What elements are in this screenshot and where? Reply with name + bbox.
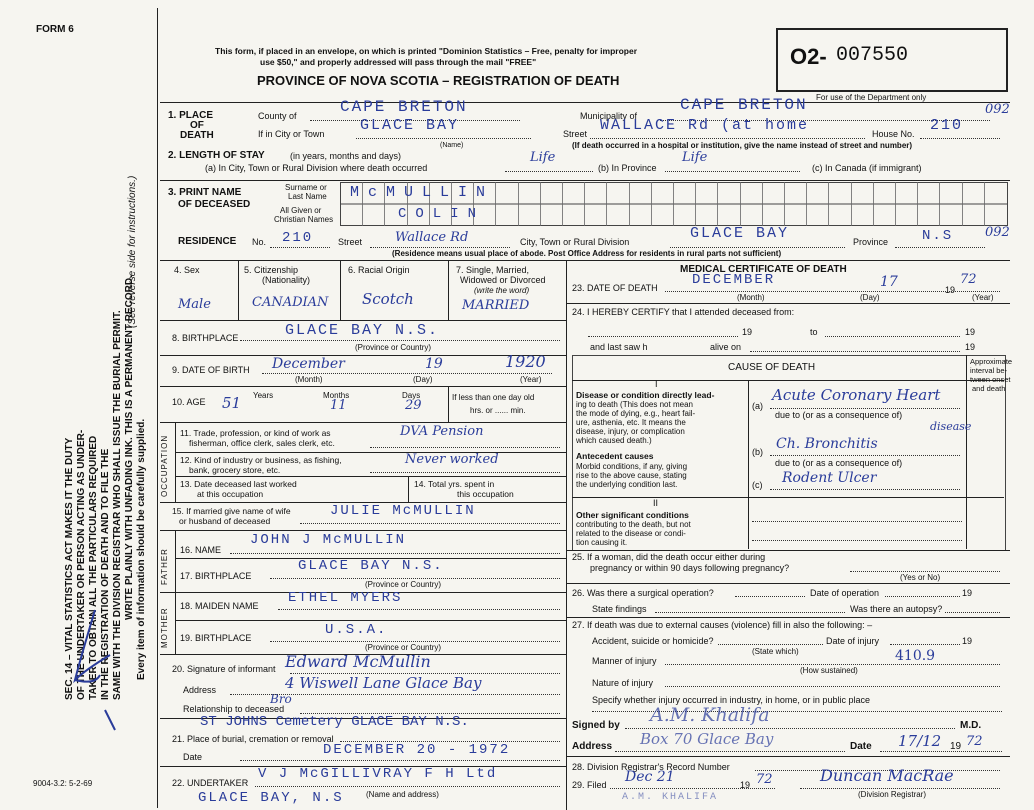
informant-address-extra: Bro xyxy=(270,692,292,706)
county-value: CAPE BRETON xyxy=(340,98,468,116)
other-line-2 xyxy=(752,540,962,541)
form-title: PROVINCE OF NOVA SCOTIA – REGISTRATION OF DEATH xyxy=(257,73,620,88)
marital-value: MARRIED xyxy=(462,298,530,313)
county-code: 092 xyxy=(985,102,1010,117)
given-label-1: All Given or xyxy=(280,206,322,215)
part-1-label: I xyxy=(655,379,658,389)
father-birthplace-label: 17. BIRTHPLACE xyxy=(180,571,252,581)
burial-place-value: ST JOHNS Cemetery GLACE BAY N.S. xyxy=(200,714,469,730)
undertaker-value: V J McGILLIVRAY F H Ltd xyxy=(258,766,498,782)
surname-label-2: Last Name xyxy=(288,192,327,201)
divider xyxy=(175,422,176,502)
house-label: House No. xyxy=(872,129,915,139)
q29-year-prefix: 19 xyxy=(740,780,751,790)
direct-label-6: which caused death.) xyxy=(576,436,652,445)
cause-b-line xyxy=(770,455,960,456)
supplied-note: Every item of information should be carefully supplied. xyxy=(136,418,147,680)
divider xyxy=(748,380,749,549)
direct-label-2: ing to death (This does not mean xyxy=(576,400,693,409)
cause-a-line xyxy=(770,408,960,409)
informant-address-line xyxy=(230,694,560,695)
racial-value: Scotch xyxy=(362,290,414,308)
divider xyxy=(160,530,566,531)
q27-label: 27. If death was due to external causes (violence) fill in also the following: – xyxy=(572,620,873,630)
residence-note: (Residence means usual place of abode. Post Office Address for residents in rural parts not sufficient) xyxy=(392,249,782,258)
house-line xyxy=(920,138,1000,139)
divider xyxy=(966,355,967,549)
q12-label-2: bank, grocery store, etc. xyxy=(189,465,281,475)
death-date-line xyxy=(665,291,1000,292)
place-label: 1. PLACE xyxy=(168,110,214,121)
residence-street-label: Street xyxy=(338,237,363,247)
cause-c-line xyxy=(770,489,960,490)
informant-label: 20. Signature of informant xyxy=(172,664,276,674)
last-saw-label: and last saw h xyxy=(590,342,648,352)
mother-side-label: MOTHER xyxy=(160,607,169,648)
q15-label-1: 15. If married give name of wife xyxy=(172,506,291,516)
divider xyxy=(566,756,1010,757)
residence-no-line xyxy=(270,247,330,248)
interval-label-3: tween onset xyxy=(970,375,1011,384)
phys-year: 72 xyxy=(966,734,983,749)
signed-by-line xyxy=(625,728,955,729)
house-value: 210 xyxy=(930,117,964,134)
date-injury-line xyxy=(890,644,960,645)
divider xyxy=(160,260,1010,261)
cause-title: CAUSE OF DEATH xyxy=(728,362,816,373)
burial-date-line xyxy=(240,760,560,761)
signed-by-label: Signed by xyxy=(572,720,620,731)
surname-value: McMULLIN xyxy=(350,184,495,201)
residence-city-value: GLACE BAY xyxy=(690,225,790,242)
residence-city-label: City, Town or Rural Division xyxy=(520,237,630,247)
stay-b-line xyxy=(665,171,800,172)
age-days-label: Days xyxy=(402,391,421,400)
signer-print: A.M. KHALIFA xyxy=(622,792,719,803)
divider xyxy=(566,303,1010,304)
q14-label-2: this occupation xyxy=(457,489,514,499)
side-instruction-6: WRITE PLAINLY WITH UNFADING INK. THIS IS A PERMANENT RECORD. xyxy=(124,275,135,620)
nature-label: Nature of injury xyxy=(592,678,654,688)
dob-day: 19 xyxy=(425,356,443,372)
cause-a-label: (a) xyxy=(752,401,763,411)
citizenship-label-1: 5. Citizenship xyxy=(244,265,299,275)
antecedent-label-3: rise to the above cause, stating xyxy=(576,471,687,480)
q13-label-1: 13. Date deceased last worked xyxy=(180,479,297,489)
interval-label-1: Approximate xyxy=(970,357,1013,366)
side-instruction-3: TAKER TO OBTAIN ALL THE PARTICULARS REQUIRED xyxy=(88,435,99,700)
state-findings-label: State findings xyxy=(592,604,647,614)
sex-value: Male xyxy=(178,297,211,312)
registrar-signature: Duncan MacRae xyxy=(820,766,954,785)
specify-label: Specify whether injury occurred in industry, in home, or in public place xyxy=(592,695,870,705)
q15-line xyxy=(300,523,560,524)
name-label-2: OF DECEASED xyxy=(178,199,251,210)
antecedent-label-4: the underlying condition last. xyxy=(576,480,678,489)
relationship-label: Relationship to deceased xyxy=(183,704,285,714)
other-label-1: Other significant conditions xyxy=(576,510,689,520)
divider xyxy=(160,386,566,387)
informant-signature: Edward McMullin xyxy=(285,652,431,671)
residence-city-line xyxy=(670,247,845,248)
death-year-label: (Year) xyxy=(972,293,994,302)
age-years-value: 51 xyxy=(222,394,242,412)
divider xyxy=(566,583,1010,584)
alive-on-label: alive on xyxy=(710,342,742,352)
stay-a-line xyxy=(505,171,593,172)
q29-line xyxy=(610,788,775,789)
certify-to-19: 19 xyxy=(965,327,976,337)
certify-label: 24. I HEREBY CERTIFY that I attended deceased from: xyxy=(572,307,795,317)
nature-line xyxy=(665,686,1000,687)
cause-b-label: (b) xyxy=(752,447,763,457)
side-instruction-5: SAME WITH THE DIVISION REGISTRAR WHO SHALL ISSUE THE BURIAL PERMIT. xyxy=(112,310,123,700)
burial-date-label: Date xyxy=(183,752,203,762)
phys-date-value: 17/12 xyxy=(898,732,942,750)
death-month: DECEMBER xyxy=(692,272,776,288)
q25-line xyxy=(850,571,1000,572)
autopsy-label: Was there an autopsy? xyxy=(850,604,943,614)
father-province-label: (Province or Country) xyxy=(365,580,442,589)
dob-year-label: (Year) xyxy=(520,375,542,384)
manner-line xyxy=(665,664,1000,665)
q11-label-1: 11. Trade, profession, or kind of work as xyxy=(180,428,331,438)
q25-label-1: 25. If a woman, did the death occur either during xyxy=(572,552,766,562)
dob-year: 1920 xyxy=(505,352,546,371)
divider xyxy=(566,550,1010,551)
undertaker-label: 22. UNDERTAKER xyxy=(172,778,249,788)
divider xyxy=(175,530,176,592)
residence-label: RESIDENCE xyxy=(178,236,237,247)
phys-date-label: Date xyxy=(850,741,872,752)
municipality-label: Municipality of xyxy=(580,111,638,121)
age-days-value: 29 xyxy=(405,398,422,413)
due-to-2: due to (or as a consequence of) xyxy=(775,458,903,468)
certify-from-19: 19 xyxy=(742,327,753,337)
death-day: 17 xyxy=(880,274,898,290)
residence-no-value: 210 xyxy=(282,230,314,246)
age-months-value: 11 xyxy=(330,398,347,413)
mother-maiden-value: ETHEL MYERS xyxy=(288,590,403,606)
stay-a-value: Life xyxy=(530,150,556,165)
medical-title: MEDICAL CERTIFICATE OF DEATH xyxy=(680,264,847,275)
racial-label: 6. Racial Origin xyxy=(348,265,410,275)
header-note-2: use $50," and properly addressed will pass through the mail "FREE" xyxy=(260,57,537,67)
dob-line xyxy=(262,373,552,374)
cause-a-value: Acute Coronary Heart xyxy=(772,386,941,404)
divider xyxy=(175,620,566,621)
phys-year-prefix: 19 xyxy=(950,741,962,752)
citizenship-label-2: (Nationality) xyxy=(262,275,311,285)
registration-number-box xyxy=(776,28,1008,92)
city-name-label: (Name) xyxy=(440,142,464,149)
divider xyxy=(448,260,449,320)
divider xyxy=(238,260,239,320)
stay-label: 2. LENGTH OF STAY xyxy=(168,150,265,161)
birthplace-line xyxy=(240,340,560,341)
state-which-label: (State which) xyxy=(752,647,799,656)
q11-value: DVA Pension xyxy=(400,424,484,439)
alive-on-line xyxy=(750,351,960,352)
informant-address-label: Address xyxy=(183,685,217,695)
municipality-value: CAPE BRETON xyxy=(680,96,808,114)
residence-street-line xyxy=(370,247,510,248)
sex-label: 4. Sex xyxy=(174,265,200,275)
other-label-4: tion causing it. xyxy=(576,538,628,547)
given-value: COLIN xyxy=(398,206,486,222)
op-19: 19 xyxy=(962,588,973,598)
surname-label-1: Surname or xyxy=(285,183,327,192)
q12-label-1: 12. Kind of industry or business, as fishing, xyxy=(180,455,342,465)
dept-use-label: For use of the Department only xyxy=(816,93,927,102)
place-of-label: OF xyxy=(190,120,204,131)
dob-month-label: (Month) xyxy=(295,375,323,384)
physician-signature: A.M. Khalifa xyxy=(650,704,770,726)
dob-day-label: (Day) xyxy=(413,375,433,384)
left-border xyxy=(157,8,158,808)
mother-birthplace-value: U.S.A. xyxy=(325,622,388,638)
form-label: FORM 6 xyxy=(36,24,74,35)
city-label: If in City or Town xyxy=(258,129,325,139)
birthplace-province-label: (Province or Country) xyxy=(355,343,432,352)
father-name-line xyxy=(230,553,560,554)
dob-label: 9. DATE OF BIRTH xyxy=(172,365,250,375)
q25-yesno: (Yes or No) xyxy=(900,573,941,582)
q15-label-2: or husband of deceased xyxy=(179,516,271,526)
name-label-1: 3. PRINT NAME xyxy=(168,187,242,198)
divider xyxy=(175,476,566,477)
date-operation-label: Date of operation xyxy=(810,588,880,598)
father-side-label: FATHER xyxy=(160,548,169,585)
autopsy-line xyxy=(945,612,1000,613)
residence-no-label: No. xyxy=(252,237,267,247)
due-to-1: due to (or as a consequence of) xyxy=(775,410,903,420)
residence-province-label: Province xyxy=(853,237,889,247)
stay-c-label: (c) In Canada (if immigrant) xyxy=(812,163,922,173)
street-line xyxy=(590,138,865,139)
lessday-label-1: If less than one day old xyxy=(452,393,535,402)
q28-label: 28. Division Registrar's Record Number xyxy=(572,762,730,772)
certify-to-line xyxy=(825,336,960,337)
q26-line xyxy=(735,596,805,597)
divider xyxy=(340,260,341,320)
middle-divider xyxy=(566,260,567,810)
death-month-label: (Month) xyxy=(737,293,765,302)
stay-b-label: (b) In Province xyxy=(598,163,657,173)
alive-on-19: 19 xyxy=(965,342,976,352)
certify-to: to xyxy=(810,327,818,337)
side-instruction-1: SEC. 14 – VITAL STATISTICS ACT MAKES IT THE DUTY xyxy=(64,437,75,700)
margin-checkmark xyxy=(55,600,135,740)
divider xyxy=(160,422,566,423)
father-birthplace-value: GLACE BAY N.S. xyxy=(298,558,444,574)
age-label: 10. AGE xyxy=(172,397,206,407)
father-birthplace-line xyxy=(270,578,560,579)
hospital-note: (If death occurred in a hospital or institution, give the name instead of street and number) xyxy=(572,141,913,150)
md-label: M.D. xyxy=(960,720,982,731)
death-year-prefix: 19 xyxy=(945,285,956,295)
residence-province-value: N.S xyxy=(922,228,954,244)
undertaker-line xyxy=(255,786,560,787)
other-label-2: contributing to the death, but not xyxy=(576,520,691,529)
antecedent-label-2: Morbid conditions, if any, giving xyxy=(576,462,688,471)
q25-label-2: pregnancy or within 90 days following pregnancy? xyxy=(590,563,790,573)
cause-b-value: Ch. Bronchitis xyxy=(776,436,878,452)
other-line-1 xyxy=(752,521,962,522)
divider xyxy=(566,617,1010,618)
death-date-label: 23. DATE OF DEATH xyxy=(572,283,658,293)
stay-a-label: (a) In City, Town or Rural Division where death occurred xyxy=(205,163,428,173)
dob-month: December xyxy=(272,356,345,372)
death-year: 72 xyxy=(960,272,977,287)
certify-from-line xyxy=(588,336,738,337)
direct-label-5: disease, injury, or complication xyxy=(576,427,685,436)
place-death-label: DEATH xyxy=(180,130,214,141)
q12-line xyxy=(370,472,560,473)
side-instruction-2: OF THE UNDERTAKER OR PERSON ACTING AS UNDER- xyxy=(76,429,87,700)
reg-number: 007550 xyxy=(836,44,909,67)
informant-address-value: 4 Wiswell Lane Glace Bay xyxy=(285,674,482,692)
footer-code: 9004-3.2: 5-2-69 xyxy=(33,779,93,788)
birthplace-value: GLACE BAY N.S. xyxy=(285,322,440,339)
street-label: Street xyxy=(563,129,588,139)
county-label: County of xyxy=(258,111,297,121)
divider xyxy=(448,386,449,422)
interval-label-4: and death xyxy=(972,384,1006,393)
divider xyxy=(572,380,1004,381)
direct-label-3: the mode of dying, e.g., heart fail- xyxy=(576,409,696,418)
phys-date-line xyxy=(880,751,1002,752)
age-years-label: Years xyxy=(253,391,274,400)
marital-label-1: 7. Single, Married, xyxy=(456,265,530,275)
cause-c-value: Rodent Ulcer xyxy=(782,470,877,486)
antecedent-label-1: Antecedent causes xyxy=(576,451,654,461)
q11-line xyxy=(370,447,560,448)
q13-label-2: at this occupation xyxy=(197,489,264,499)
q26-label: 26. Was there a surgical operation? xyxy=(572,588,714,598)
residence-code: 092 xyxy=(985,225,1010,240)
stay-b-value: Life xyxy=(682,150,708,165)
state-findings-line xyxy=(655,612,845,613)
phys-address-line xyxy=(615,751,845,752)
mother-maiden-line xyxy=(278,609,560,610)
city-value: GLACE BAY xyxy=(360,117,460,134)
direct-label-1: Disease or condition directly lead- xyxy=(576,390,715,400)
divider xyxy=(175,452,566,453)
divider xyxy=(160,102,1010,103)
age-months-label: Months xyxy=(323,391,350,400)
street-value: WALLACE Rd (at home xyxy=(600,117,810,134)
q14-label-1: 14. Total yrs. spent in xyxy=(414,479,495,489)
phys-address-value: Box 70 Glace Bay xyxy=(640,730,774,748)
divider xyxy=(160,320,566,321)
direct-label-4: ure, asthenia, etc. It means the xyxy=(576,418,686,427)
occupation-side-label: OCCUPATION xyxy=(160,434,169,497)
date-operation-line xyxy=(885,596,960,597)
divider xyxy=(160,180,1010,181)
birthplace-label: 8. BIRTHPLACE xyxy=(172,333,239,343)
citizenship-value: CANADIAN xyxy=(252,295,329,310)
inj-19: 19 xyxy=(962,636,973,646)
interval-label-2: interval be- xyxy=(970,366,1008,375)
residence-street-value: Wallace Rd xyxy=(395,230,469,245)
divider xyxy=(175,592,176,654)
father-name-value: JOHN J McMULLIN xyxy=(250,532,407,548)
burial-date-value: DECEMBER 20 - 1972 xyxy=(323,742,511,758)
accident-line xyxy=(718,644,823,645)
q29-label: 29. Filed xyxy=(572,780,607,790)
marital-label-3: (write the word) xyxy=(474,286,530,295)
other-label-3: related to the disease or condi- xyxy=(576,529,686,538)
header-note-1: This form, if placed in an envelope, on which is printed "Dominion Statistics – Free, penalty for improper xyxy=(215,46,638,56)
date-injury-label: Date of injury xyxy=(826,636,880,646)
phys-address-label: Address xyxy=(572,741,613,752)
q29-value: Dec 21 xyxy=(625,769,675,785)
divider xyxy=(572,497,1004,498)
given-label-2: Christian Names xyxy=(274,215,334,224)
mother-birthplace-label: 19. BIRTHPLACE xyxy=(180,633,252,643)
death-day-label: (Day) xyxy=(860,293,880,302)
how-sustained-label: (How sustained) xyxy=(800,666,858,675)
mother-maiden-label: 18. MAIDEN NAME xyxy=(180,601,259,611)
residence-province-line xyxy=(895,247,985,248)
q15-value: JULIE McMULLIN xyxy=(330,503,476,519)
burial-label: 21. Place of burial, cremation or removal xyxy=(172,734,334,744)
reg-prefix: O2- xyxy=(790,44,827,69)
divider xyxy=(408,476,409,502)
mother-province-label: (Province or Country) xyxy=(365,643,442,652)
stay-sub: (in years, months and days) xyxy=(290,151,402,161)
q29-year: 72 xyxy=(756,772,773,787)
lessday-label-2: hrs. or ...... min. xyxy=(470,406,526,415)
side-instruction-4: IN THE REGISTRATION OF DEATH AND TO FILE THE xyxy=(100,448,111,700)
registrar-label: (Division Registrar) xyxy=(858,790,927,799)
q11-label-2: fisherman, office clerk, sales clerk, etc. xyxy=(189,438,335,448)
manner-label: Manner of injury xyxy=(592,656,657,666)
father-name-label: 16. NAME xyxy=(180,545,222,555)
city-line xyxy=(356,138,531,139)
registrar-line xyxy=(800,788,1000,789)
mother-birthplace-line xyxy=(270,641,560,642)
marital-label-2: Widowed or Divorced xyxy=(460,275,546,285)
manner-value: 410.9 xyxy=(895,648,936,664)
cause-a-value-2: disease xyxy=(930,420,972,433)
undertaker-value-2: GLACE BAY, N.S xyxy=(198,790,344,806)
cause-c-label: (c) xyxy=(752,480,763,490)
q12-value: Never worked xyxy=(405,452,499,467)
part-2-label: II xyxy=(653,498,659,508)
undertaker-name-addr-label: (Name and address) xyxy=(366,790,439,799)
side-instruction-7: (See reverse side for instructions.) xyxy=(127,175,138,328)
accident-label: Accident, suicide or homicide? xyxy=(592,636,714,646)
